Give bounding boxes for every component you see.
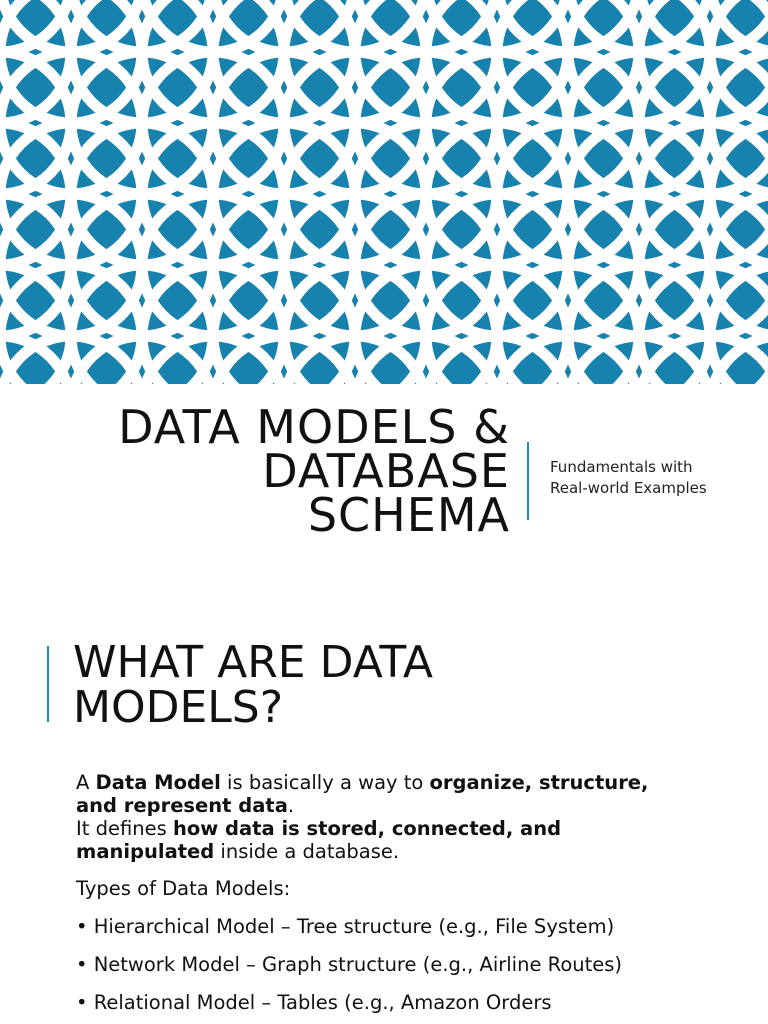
heading-line-1: WHAT ARE DATA <box>73 637 433 688</box>
bullet-network: • Network Model – Graph structure (e.g., Airline Routes) <box>76 953 623 976</box>
intro-text-3: . <box>287 794 295 817</box>
types-label: Types of Data Models: <box>76 877 291 900</box>
title-divider <box>527 442 529 520</box>
banner-pattern-image <box>0 0 768 384</box>
title-line-1: DATA MODELS & <box>118 400 510 454</box>
intro-paragraph <box>76 771 686 817</box>
title-line-3: SCHEMA <box>307 488 510 542</box>
intro-bold-data-model: Data Model <box>95 771 221 794</box>
intro-paragraph-2 <box>76 817 686 863</box>
section-accent-bar <box>47 646 49 722</box>
intro-bold-organize: organize, structure, and represent data <box>76 771 649 817</box>
subtitle-line-1: Fundamentals with <box>550 458 693 476</box>
bullet-hierarchical: • Hierarchical Model – Tree structure (e.g., File System) <box>76 915 615 938</box>
slide-title <box>0 400 510 542</box>
section-heading <box>73 637 753 733</box>
title-line-2: DATABASE <box>262 444 510 498</box>
heading-line-2: MODELS? <box>73 682 284 733</box>
intro-text-4: It defines <box>76 817 173 840</box>
intro-text-2: is basically a way to <box>220 771 430 794</box>
intro-text-5: inside a database. <box>214 840 400 863</box>
bullet-relational: • Relational Model – Tables (e.g., Amazon Orders <box>76 991 552 1014</box>
intro-text-1: A <box>76 771 96 794</box>
subtitle-line-2: Real-world Examples <box>550 479 707 497</box>
intro-bold-how-stored: how data is stored, connected, and manipulated <box>76 817 562 863</box>
section-body <box>76 771 686 1014</box>
slide-subtitle <box>550 457 760 499</box>
